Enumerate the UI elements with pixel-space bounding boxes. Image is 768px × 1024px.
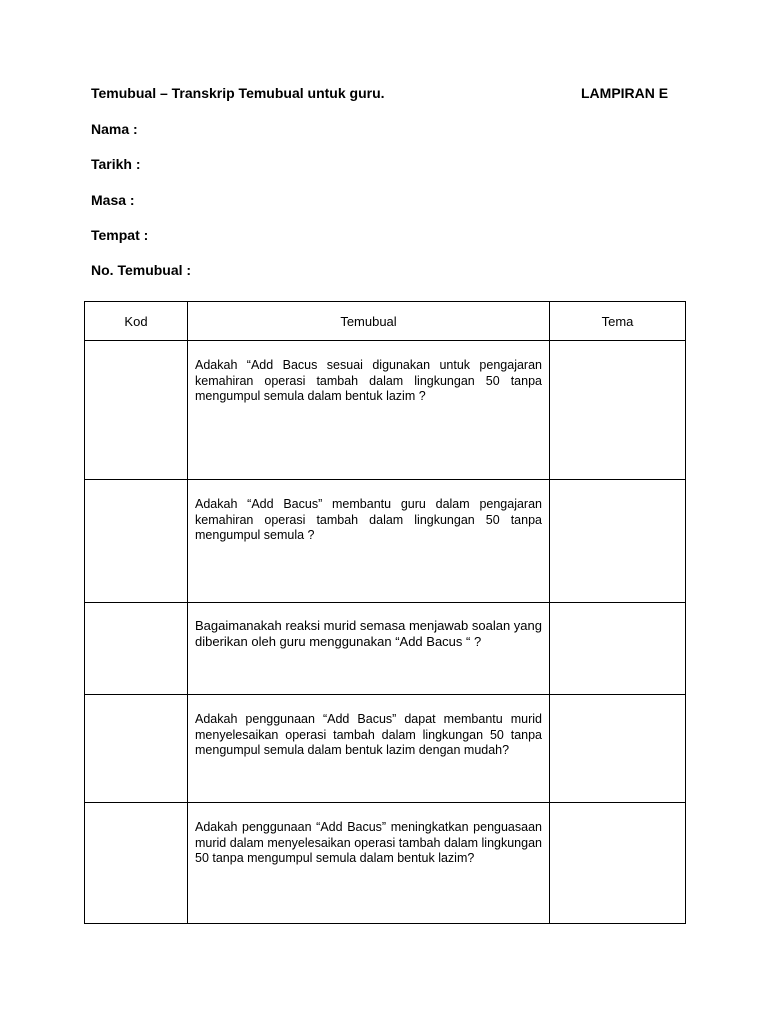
table-row (85, 695, 686, 803)
field-tarikh: Tarikh : (91, 156, 141, 172)
kod-cell (85, 695, 188, 803)
question-text: Adakah “Add Bacus sesuai digunakan untuk pengajaran kemahiran operasi tambah dalam lingkungan 50 tanpa mengumpul semula dalam bentuk lazim ? (195, 358, 542, 403)
table-row (85, 803, 686, 924)
interview-table (84, 301, 686, 924)
table-row (85, 341, 686, 480)
kod-cell (85, 603, 188, 695)
appendix-label: LAMPIRAN E (581, 85, 669, 101)
question-cell (188, 480, 550, 603)
column-header-tema: Tema (550, 302, 686, 341)
tema-cell (550, 695, 686, 803)
tema-cell (550, 480, 686, 603)
field-no-temubual: No. Temubual : (91, 262, 192, 278)
document-title: Temubual – Transkrip Temubual untuk guru. (91, 85, 385, 101)
tema-cell (550, 803, 686, 924)
question-cell (188, 603, 550, 695)
tema-cell (550, 603, 686, 695)
field-nama: Nama : (91, 121, 138, 137)
table-row (85, 480, 686, 603)
question-cell (188, 341, 550, 480)
table-row (85, 603, 686, 695)
tema-cell (550, 341, 686, 480)
question-text: Bagaimanakah reaksi murid semasa menjawab soalan yang diberikan oleh guru menggunakan “Add Bacus “ ? (195, 618, 542, 649)
field-masa: Masa : (91, 192, 135, 208)
kod-cell (85, 480, 188, 603)
field-tempat: Tempat : (91, 227, 149, 243)
column-header-temubual: Temubual (188, 302, 550, 341)
question-text: Adakah penggunaan “Add Bacus” meningkatkan penguasaan murid dalam menyelesaikan operasi tambah dalam lingkungan 50 tanpa mengumpul semula dalam bentuk lazim? (195, 820, 542, 865)
question-cell (188, 803, 550, 924)
column-header-kod: Kod (85, 302, 188, 341)
table-header-row (85, 302, 686, 341)
question-text: Adakah “Add Bacus” membantu guru dalam pengajaran kemahiran operasi tambah dalam lingkungan 50 tanpa mengumpul semula ? (195, 497, 542, 542)
question-cell (188, 695, 550, 803)
kod-cell (85, 341, 188, 480)
question-text: Adakah penggunaan “Add Bacus” dapat membantu murid menyelesaikan operasi tambah dalam lingkungan 50 tanpa mengumpul semula dalam bentuk lazim dengan mudah? (195, 712, 542, 757)
kod-cell (85, 803, 188, 924)
